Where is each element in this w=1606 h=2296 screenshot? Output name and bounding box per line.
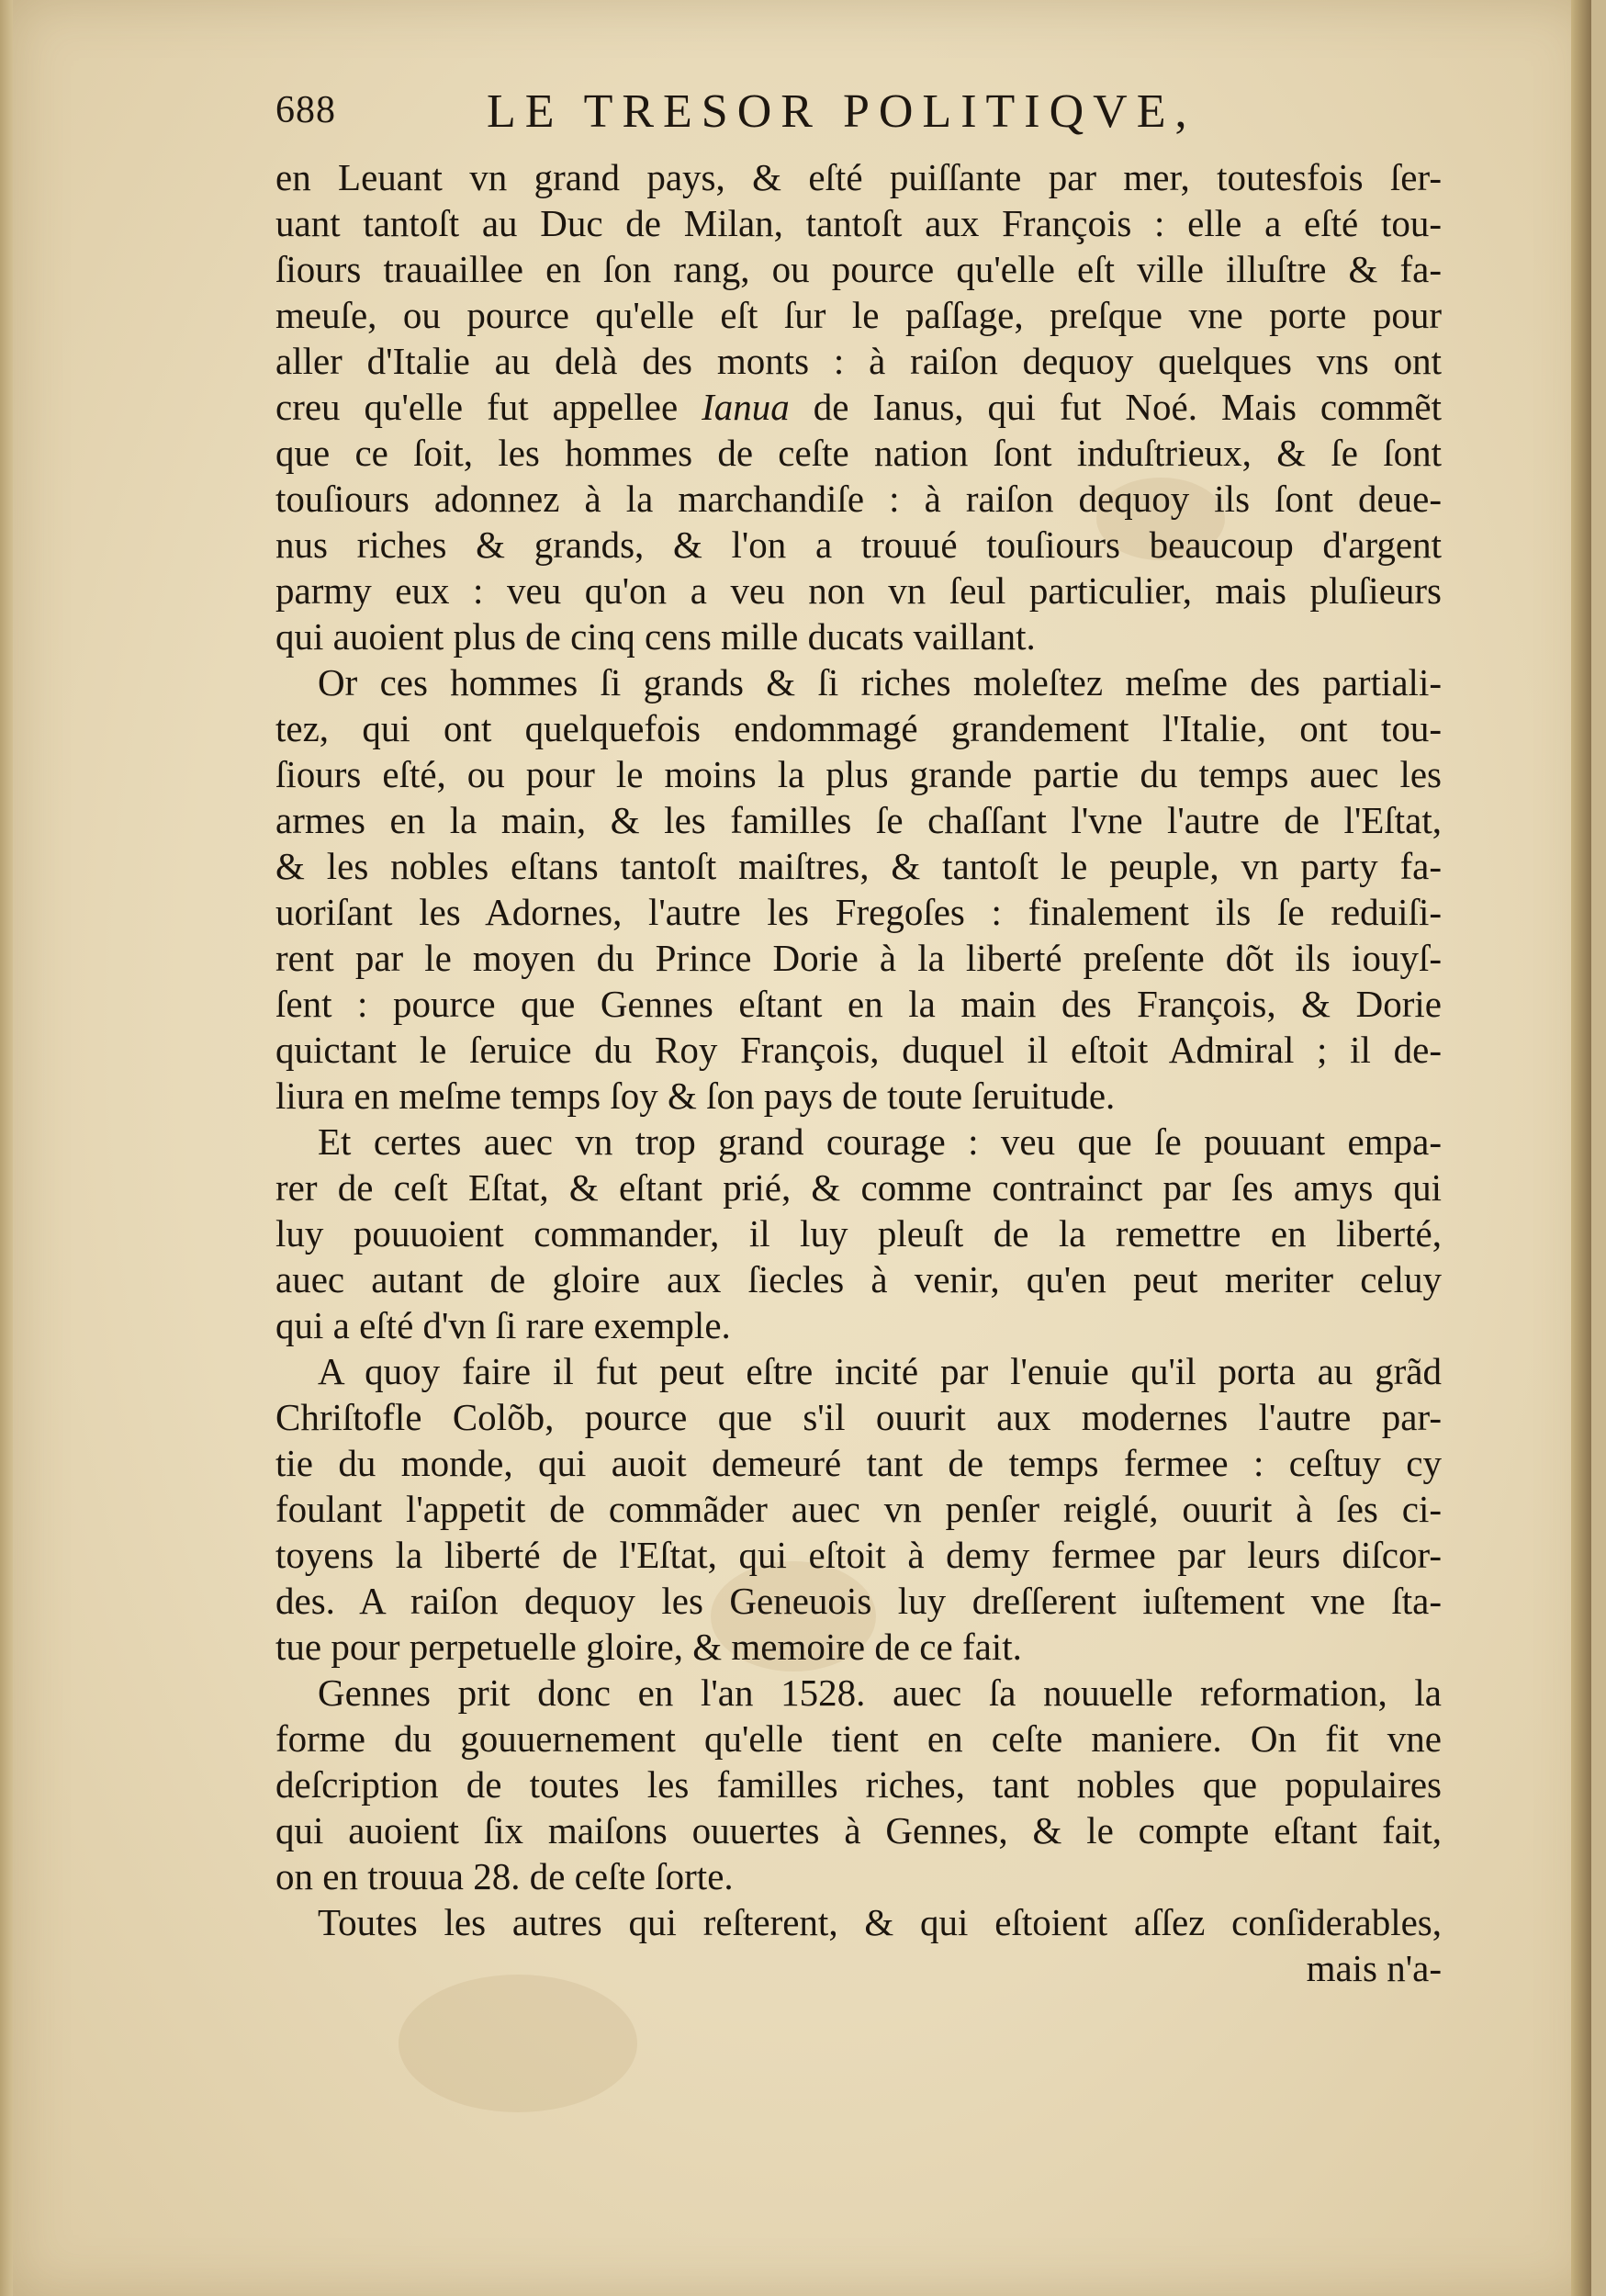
text-line: liura en meſme temps ſoy & ſon pays de toute ſeruitude. — [275, 1075, 1116, 1117]
text-line-with-italic — [275, 384, 1442, 430]
running-title: LE TRESOR POLITIQVE, — [487, 85, 1196, 138]
text-line: rent par le moyen du Prince Dorie à la liberté preſente dõt ils iouyſ- — [275, 937, 1442, 979]
text-line: en Leuant vn grand pays, & eſté puiſſante par mer, toutesfois ſer- — [275, 156, 1442, 198]
text-line: aller d'Italie au delà des monts : à raiſon dequoy quelques vns ont — [275, 340, 1442, 382]
text-line: Chriſtofle Colõb, pource que s'il ouurit aux modernes l'autre par- — [275, 1396, 1442, 1438]
text-line: uoriſant les Adornes, l'autre les Fregoſes : finalement ils ſe reduiſi- — [275, 891, 1442, 933]
text-line: ſent : pource que Gennes eſtant en la main des François, & Dorie — [275, 983, 1442, 1025]
text-line: forme du gouuernement qu'elle tient en ceſte maniere. On fit vne — [275, 1717, 1442, 1760]
text-line: on en trouua 28. de ceſte ſorte. — [275, 1855, 734, 1897]
text-line: parmy eux : veu qu'on a veu non vn ſeul particulier, mais pluſieurs — [275, 569, 1442, 612]
text-line: rer de ceſt Eſtat, & eſtant prié, & comme contrainct par ſes amys qui — [275, 1166, 1442, 1209]
text-line: que ce ſoit, les hommes de ceſte nation ſont induſtrieux, & ſe ſont — [275, 432, 1442, 474]
text-line: Gennes prit donc en l'an 1528. auec ſa nouuelle reformation, la — [318, 1671, 1442, 1714]
text-line: tez, qui ont quelquefois endommagé grandement l'Italie, ont tou- — [275, 707, 1442, 749]
text-line: quictant le ſeruice du Roy François, duquel il eſtoit Admiral ; il de- — [275, 1029, 1442, 1071]
text-line: ſiours trauaillee en ſon rang, ou pource qu'elle eſt ville illuſtre & fa- — [275, 248, 1442, 290]
text-line: luy pouuoient commander, il luy pleuſt de la remettre en liberté, — [275, 1212, 1442, 1255]
body-text — [275, 154, 1442, 1991]
text-line: tue pour perpetuelle gloire, & memoire de ce fait. — [275, 1626, 1022, 1668]
text-line: ſiours eſté, ou pour le moins la plus grande partie du temps auec les — [275, 753, 1442, 795]
text-line: foulant l'appetit de commãder auec vn penſer reiglé, ouurit à ſes ci- — [275, 1488, 1442, 1530]
text-line: Toutes les autres qui reſterent, & qui eſtoient aſſez conſiderables, — [318, 1901, 1442, 1943]
page-header — [275, 84, 1432, 149]
text-line: auec autant de gloire aux ſiecles à venir, qu'en peut meriter celuy — [275, 1258, 1442, 1300]
page-gutter-shadow — [1571, 0, 1591, 2296]
text-line: des. A raiſon dequoy les Geneuois luy dreſſerent iuſtement vne ſta- — [275, 1580, 1442, 1622]
text-line: toyens la liberté de l'Eſtat, qui eſtoit à demy fermee par leurs diſcor- — [275, 1534, 1442, 1576]
text-line: uant tantoſt au Duc de Milan, tantoſt aux François : elle a eſté tou- — [275, 202, 1442, 244]
text-line: qui auoient plus de cinq cens mille ducats vaillant. — [275, 615, 1036, 658]
text-line: nus riches & grands, & l'on a trouué touſiours beaucoup d'argent — [275, 523, 1442, 566]
text-line: qui a eſté d'vn ſi rare exemple. — [275, 1304, 731, 1346]
text-line: armes en la main, & les familles ſe chaſſant l'vne l'autre de l'Eſtat, — [275, 799, 1442, 841]
text-line: Or ces hommes ſi grands & ſi riches moleſtez meſme des partiali- — [318, 661, 1442, 703]
text-fragment: de Ianus, qui fut Noé. Mais commẽt — [789, 386, 1442, 428]
text-line: Et certes auec vn trop grand courage : veu que ſe pouuant empa- — [318, 1120, 1442, 1163]
italic-word: Ianua — [702, 386, 790, 428]
text-line: tie du monde, qui auoit demeuré tant de temps fermee : ceſtuy cy — [275, 1442, 1442, 1484]
foxing-stain — [399, 1975, 637, 2112]
text-line: touſiours adonnez à la marchandiſe : à raiſon dequoy ils ſont deue- — [275, 478, 1442, 520]
text-line: deſcription de toutes les familles riches, tant nobles que populaires — [275, 1763, 1442, 1806]
text-line: & les nobles eſtans tantoſt maiſtres, & tantoſt le peuple, vn party fa- — [275, 845, 1442, 887]
text-line: qui auoient ſix maiſons ouuertes à Gennes, & le compte eſtant fait, — [275, 1809, 1442, 1851]
page-number: 688 — [275, 89, 336, 131]
catchword: mais n'a- — [1306, 1947, 1442, 1989]
text-fragment: creu qu'elle fut appellee — [275, 386, 702, 428]
text-line: meuſe, ou pource qu'elle eſt ſur le paſſage, preſque vne porte pour — [275, 294, 1442, 336]
page-left-edge — [0, 0, 13, 2296]
text-line: A quoy faire il fut peut eſtre incité par l'enuie qu'il porta au grãd — [318, 1350, 1442, 1392]
